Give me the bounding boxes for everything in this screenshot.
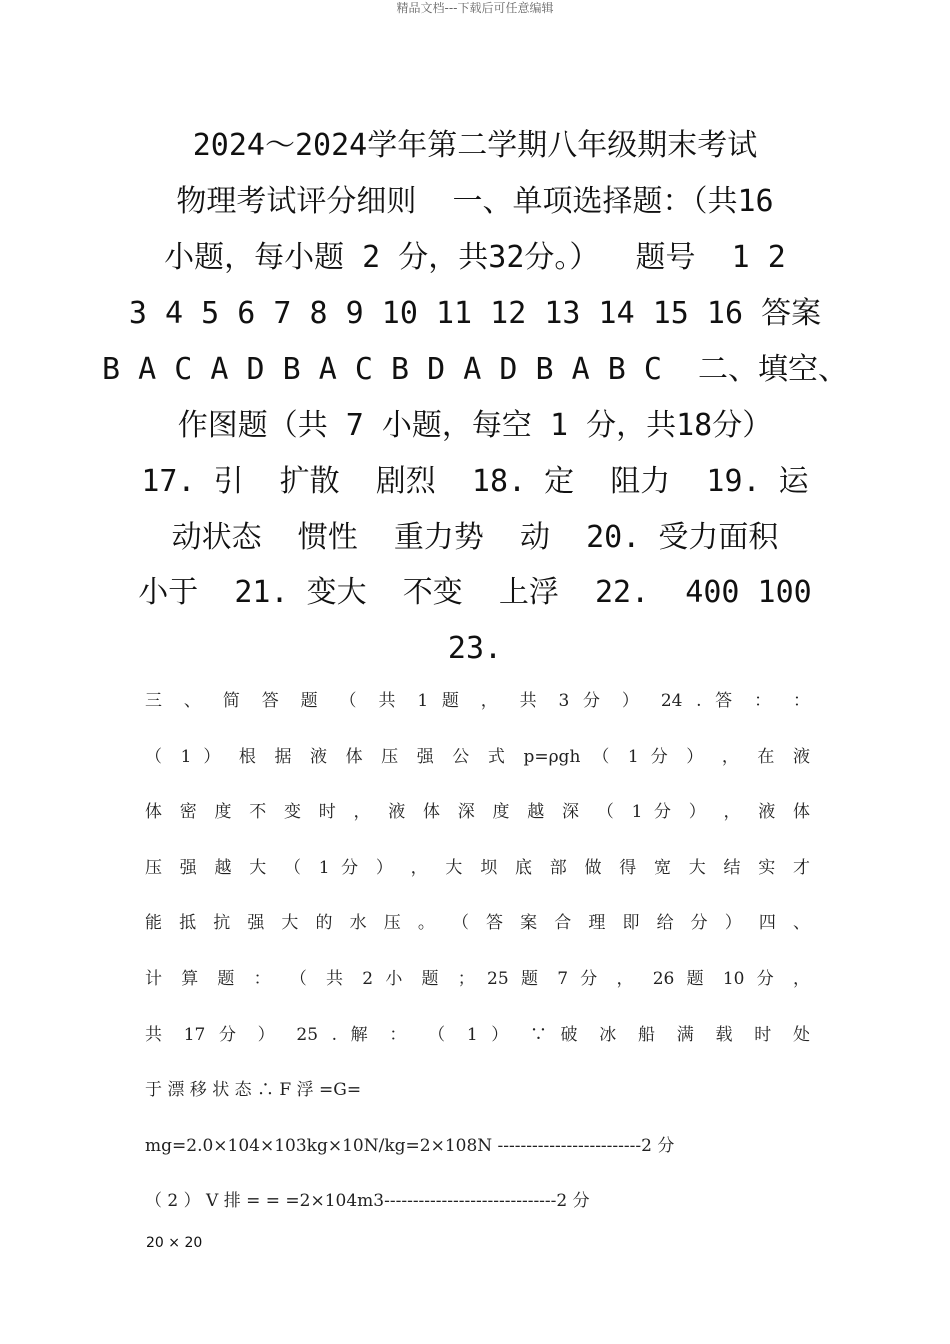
short-answer-line-1: 三 、 简 答 题 （ 共 1 题 ， 共 3 分 ） 24 . 答 ： ： <box>145 691 810 711</box>
calculation-line-1: 计 算 题 ： （ 共 2 小 题 ； 25 题 7 分 ， 26 题 10 分 ， <box>145 969 810 989</box>
fill-blank-answers-line-3: 小于 21. 变大 不变 上浮 22. 400 100 <box>138 575 812 610</box>
fill-blank-answers-line-1: 17. 引 扩散 剧烈 18. 定 阻力 19. 运 <box>141 464 809 499</box>
footer-dimensions: 20 × 20 <box>146 1235 203 1251</box>
short-answer-line-4: 压 强 越 大 （ 1 分 ） ， 大 坝 底 部 做 得 宽 大 结 实 才 <box>145 858 810 878</box>
short-answer-line-2: （ 1 ） 根 据 液 体 压 强 公 式 p=ρgh （ 1 分 ） ， 在 液 <box>145 747 810 767</box>
answer-letters-line: B A C A D B A C B D A D B A B C 二、填空、 <box>101 352 849 387</box>
short-answer-line-3: 体 密 度 不 变 时 ， 液 体 深 度 越 深 （ 1 分 ） ， 液 体 <box>145 802 810 822</box>
calculation-line-4: mg=2.0×104×103kg×10N/kg=2×108N -------------------------2 分 <box>145 1136 675 1156</box>
question-23-line: 23. <box>447 631 503 666</box>
calculation-line-3: 于 漂 移 状 态 ∴ F 浮 =G= <box>145 1080 362 1100</box>
fill-blank-answers-line-2: 动状态 惯性 重力势 动 20. 受力面积 <box>171 520 779 555</box>
calculation-line-2: 共 17 分 ） 25 . 解 ： （ 1 ） ∵ 破 冰 船 满 载 时 处 <box>145 1025 810 1045</box>
heading-line-3: 小题，每小题 2 分，共32分。） 题号 1 2 <box>164 240 786 275</box>
answer-numbers-line: 3 4 5 6 7 8 9 10 11 12 13 14 15 16 答案 <box>128 296 822 331</box>
calculation-line-5: （ 2 ） V 排 = = =2×104m3------------------------------2 分 <box>145 1191 590 1211</box>
heading-line-1: 2024～2024学年第二学期八年级期末考试 <box>192 128 758 163</box>
document-header: 精品文档---下载后可任意编辑 <box>396 1 554 15</box>
short-answer-line-5: 能 抵 抗 强 大 的 水 压 。 （ 答 案 合 理 即 给 分 ） 四 、 <box>145 913 810 933</box>
heading-line-2: 物理考试评分细则 一、单项选择题：（共16 <box>176 184 774 219</box>
fill-blank-heading-line: 作图题（共 7 小题，每空 1 分，共18分） <box>177 408 773 443</box>
